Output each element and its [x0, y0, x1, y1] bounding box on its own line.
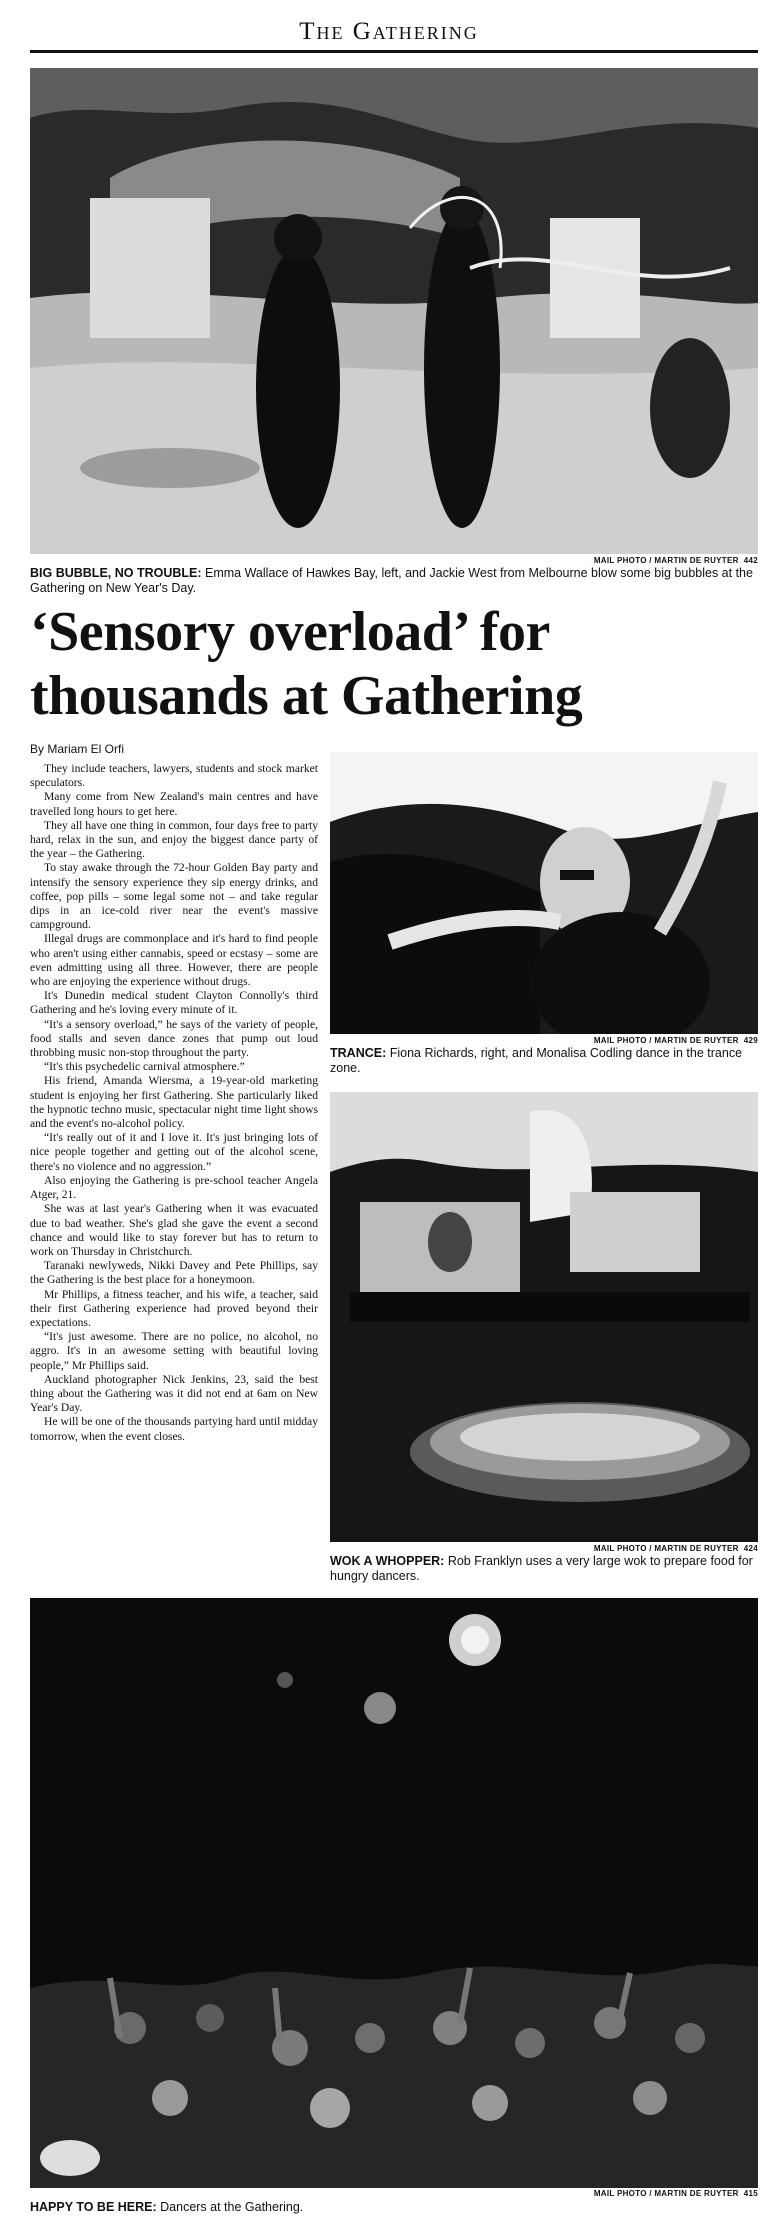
caption-text: Fiona Richards, right, and Monalisa Codling dance in the trance zone.: [330, 1046, 743, 1075]
paragraph: She was at last year's Gathering when it was evacuated due to bad weather. She's glad she gave the event a second chance and would like to stay forever but has to return to work on Thursday in Christchurch.: [30, 1202, 318, 1258]
photo-caption: [330, 1046, 758, 1076]
photo-credit: MAIL PHOTO / MARTIN DE RUYTER 429: [593, 1036, 758, 1045]
paragraph: “It's this psychedelic carnival atmosphere.”: [44, 1060, 245, 1074]
caption-lead: HAPPY TO BE HERE:: [30, 2200, 157, 2214]
paragraph: To stay awake through the 72-hour Golden Bay party and intensify the sensory experience they sip energy drinks, and coffee, pop pills – some legal some not – and take regular dips in an ice-cold river near the event's massive campground.: [30, 861, 318, 932]
paragraph: Illegal drugs are commonplace and it's hard to find people who aren't using either cannabis, speed or ecstasy – some are even admitting using all three. However, there are people who are enjoying the experience without drugs.: [30, 932, 318, 989]
paragraph: “It's a sensory overload,” he says of the variety of people, food stalls and seven dance zones that pump out loud throbbing music non-stop throughout the party.: [30, 1017, 318, 1060]
caption-lead: BIG BUBBLE, NO TROUBLE:: [30, 566, 202, 580]
caption-text: Dancers at the Gathering.: [160, 2200, 304, 2214]
paragraph: They include teachers, lawyers, students and stock market speculators.: [30, 762, 318, 790]
photo-trance: [330, 752, 758, 1034]
paragraph: He will be one of the thousands partying hard until midday tomorrow, when the event closes.: [30, 1415, 318, 1443]
caption-text: Rob Franklyn uses a very large wok to prepare food for hungry dancers.: [330, 1554, 753, 1583]
paragraph: Many come from New Zealand's main centres and have travelled long hours to get here.: [30, 790, 318, 818]
photo-credit: MAIL PHOTO / MARTIN DE RUYTER 415: [593, 2189, 758, 2198]
paragraph: “It's just awesome. There are no police, no alcohol, no aggro. It's in an awesome setting with beautiful loving people,” Mr Phillips said.: [30, 1330, 318, 1372]
caption-text: Emma Wallace of Hawkes Bay, left, and Jackie West from Melbourne blow some big bubbles at the Gathering on New Year's Day.: [30, 566, 753, 595]
masthead-rule: [30, 50, 758, 53]
caption-lead: TRANCE:: [330, 1046, 387, 1060]
paragraph: His friend, Amanda Wiersma, a 19-year-old marketing student is enjoying her first Gathering. She particularly liked the hypnotic techno music, spectacular night time light shows and the event's no-alcohol policy.: [30, 1074, 318, 1131]
photo-bubbles: [30, 68, 758, 554]
byline: By Mariam El Orfi: [30, 742, 125, 756]
photo-caption: [30, 2200, 758, 2215]
paragraph: Mr Phillips, a fitness teacher, and his wife, a teacher, said their first Gathering experience had proved beyond their expectations.: [30, 1287, 318, 1329]
headline: [30, 600, 758, 728]
photo-dancers: [30, 1598, 758, 2188]
paragraph: It's Dunedin medical student Clayton Connolly's third Gathering and he's loving every minute of it.: [30, 989, 318, 1017]
paragraph: Also enjoying the Gathering is pre-school teacher Angela Atger, 21.: [30, 1173, 318, 1202]
headline-line: ‘Sensory overload’ for: [30, 601, 550, 663]
photo-caption: [30, 566, 758, 596]
section-title: The Gathering: [299, 18, 479, 45]
photo-credit: MAIL PHOTO / MARTIN DE RUYTER 442: [593, 556, 758, 565]
article-body: [30, 762, 318, 1632]
headline-line: thousands at Gathering: [30, 665, 583, 727]
photo-wok: [330, 1092, 758, 1542]
paragraph: They all have one thing in common, four days free to party hard, relax in the sun, and enjoy the biggest dance party of the year – the Gathering.: [30, 818, 318, 861]
paragraph: Auckland photographer Nick Jenkins, 23, said the best thing about the Gathering was it did not end at 6am on New Year's Day.: [30, 1372, 318, 1415]
caption-lead: WOK A WHOPPER:: [330, 1554, 445, 1568]
photo-caption: [330, 1554, 758, 1584]
paragraph: Taranaki newlyweds, Nikki Davey and Pete Phillips, say the Gathering is the best place for a honeymoon.: [30, 1259, 318, 1287]
paragraph: “It's really out of it and I love it. It's just bringing lots of nice people together and getting out of the alcohol scene, there's no violence and no aggression.”: [30, 1131, 318, 1173]
photo-credit: MAIL PHOTO / MARTIN DE RUYTER 424: [593, 1544, 758, 1553]
